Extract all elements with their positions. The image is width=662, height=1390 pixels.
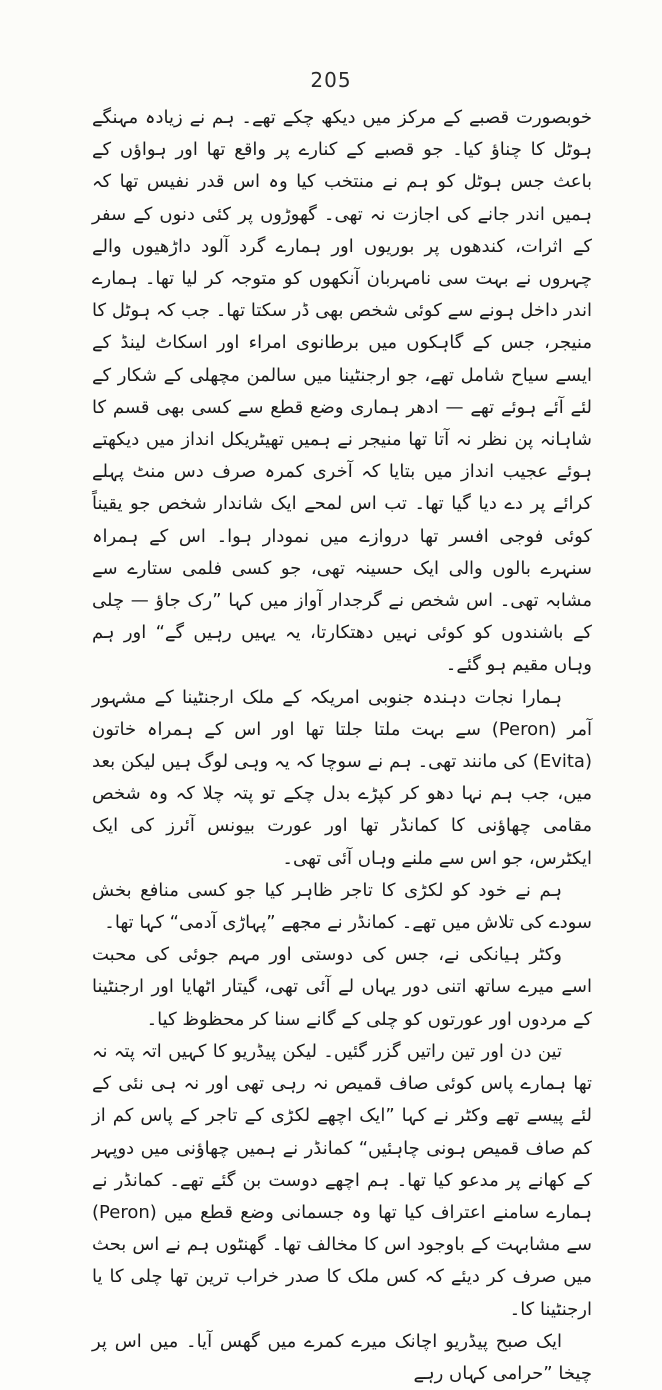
paragraph-1: خوبصورت قصبے کے مرکز میں دیکھ چکے تھے۔ ہم نے زیادہ مہنگے ہوٹل کا چناؤ کیا۔ جو قصبے کے کنارے پر واقع تھا اور ہواؤں کے باعث جس ہوٹل کو ہم نے منتخب کیا وہ اس قدر نفیس تھا کہ ہمیں اندر جانے کی اجازت نہ تھی۔ گھوڑوں پر کئی دنوں کے سفر کے اثرات، کندھوں پر بوریوں اور ہمارے گرد آلود داڑھیوں والے چہروں نے بہت سی نامہربان آنکھوں کو متوجہ کر لیا تھا۔ ہمارے اندر داخل ہونے سے کوئی شخص بھی ڈر سکتا تھا۔ جب کہ ہوٹل کا منیجر، جس کے گاہکوں میں برطانوی امراء اور اسکاٹ لینڈ کے ایسے سیاح شامل تھے، جو ارجنٹینا میں سالمن مچھلی کے شکار کے لئے آئے ہوئے تھے — ادھر ہماری وضع قطع سے کسی بھی قسم کا شاہانہ پن نظر نہ آتا تھا منیجر نے ہمیں تھیٹریکل انداز میں دیکھتے ہوئے عجیب انداز میں بتایا کہ آخری کمرہ صرف دس منٹ پہلے کرائے پر دے دیا گیا تھا۔ تب اس لمحے ایک شاندار شخص جو یقیناً کوئی فوجی افسر تھا دروازے میں نمودار ہوا۔ اس کے ہمراہ سنہرے بالوں والی ایک حسینہ تھی، جو کسی فلمی ستارے سے مشابہ تھی۔ اس شخص نے گرجدار آواز میں کہا ”رک جاؤ — چلی کے باشندوں کو کوئی نہیں دھتکارتا، یہ یہیں رہیں گے“ اور ہم وہاں مقیم ہو گئے۔ [92, 107, 592, 676]
paragraph-3: ہم نے خود کو لکڑی کا تاجر ظاہر کیا جو کسی منافع بخش سودے کی تلاش میں تھے۔ کمانڈر نے مجھے ”پہاڑی آدمی“ کہا تھا۔ [92, 879, 592, 934]
paragraph-4: وکٹر ہیانکی نے، جس کی دوستی اور مہم جوئی کی محبت اسے میرے ساتھ اتنی دور یہاں لے آئی تھی، گیتار اٹھایا اور ارجنٹینا کے مردوں اور عورتوں کو چلی کے گانے سنا کر محظوظ کیا۔ [92, 944, 592, 1030]
paragraph-5: تین دن اور تین راتیں گزر گئیں۔ لیکن پیڈریو کا کہیں اتہ پتہ نہ تھا ہمارے پاس کوئی صاف قمیص نہ رہی تھی اور نہ ہی نئی کے لئے پیسے تھے وکٹر نے کہا ”ایک اچھے لکڑی کے تاجر کے پاس کم از کم صاف قمیص ہونی چاہئیں“ کمانڈر نے ہمیں چھاؤنی میں دوپہر کے کھانے پر مدعو کیا تھا۔ ہم اچھے دوست بن گئے تھے۔ کمانڈر نے ہمارے سامنے اعتراف کیا تھا وہ جسمانی وضع قطع میں (Peron) سے مشابہت کے باوجود اس کا مخالف تھا۔ گھنٹوں ہم نے اس بحث میں صرف کر دیئے کہ کس ملک کا صدر خراب ترین تھا چلی کا یا ارجنٹینا کا۔ [92, 1040, 592, 1320]
paragraph-2: ہمارا نجات دہندہ جنوبی امریکہ کے ملک ارجنٹینا کے مشہور آمر (Peron) سے بہت ملتا جلتا تھا اور اس کے ہمراہ خاتون (Evita) کی مانند تھی۔ ہم نے سوچا کہ یہ وہی لوگ ہیں لیکن بعد میں، جب ہم نہا دھو کر کپڑے بدل چکے تو پتہ چلا کہ وہ شخص مقامی چھاؤنی کا کمانڈر تھا اور عورت بیونس آئرز کی ایک ایکٹرس، جو اس سے ملنے وہاں آئی تھی۔ [92, 686, 592, 869]
page-number: 205 [310, 68, 352, 92]
body-text [92, 102, 592, 1390]
paragraph-6: ایک صبح پیڈریو اچانک میرے کمرے میں گھس آیا۔ میں اس پر چیخا ”حرامی کہاں رہے [92, 1330, 592, 1384]
